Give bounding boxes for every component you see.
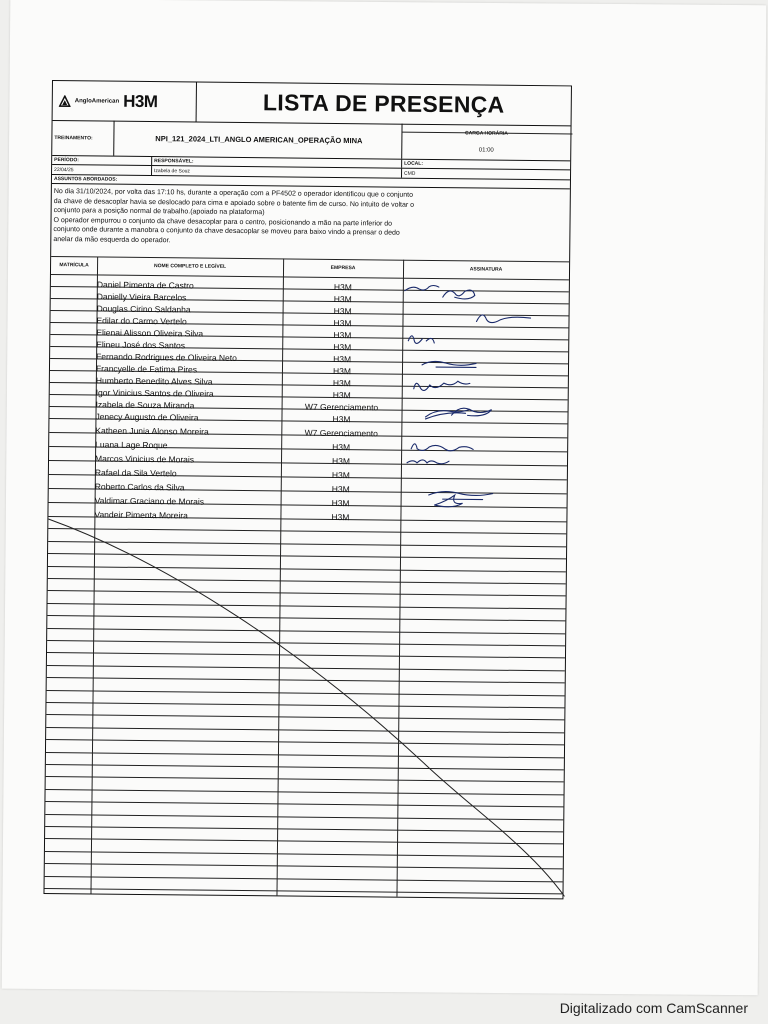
attendee-company: H3M [333, 353, 352, 365]
description-line: anelar da mão esquerda do operador. [53, 235, 171, 245]
brand-anglo: AngloAmerican [74, 97, 120, 105]
description-line: conjunto onde durante a manobra o conjunto da chave desacoplar se moveu para baixo vindo a prensar o dedo [53, 226, 400, 238]
signature-stroke [414, 381, 470, 391]
attendee-company: H3M [333, 341, 352, 353]
signature-stroke [408, 336, 434, 344]
attendee-name: Valdimar Graciano de Morais [94, 495, 205, 507]
attendee-company: H3M [331, 469, 350, 481]
attendee-name: Danielly Vieira Barcelos [96, 291, 187, 303]
attendee-company: H3M [331, 455, 351, 467]
handwriting-overlay [44, 81, 572, 900]
attendee-name: Francyelle de Fatima Pires [95, 363, 198, 375]
description-line: conjunto para a posição normal de trabalho.(apoiado na plataforma) [53, 207, 265, 217]
attendee-company: W7 Gerenciamento [304, 401, 379, 413]
attendee-company: H3M [333, 281, 352, 293]
attendee-company: H3M [332, 365, 351, 377]
responsavel-label: RESPONSÁVEL: [152, 157, 402, 168]
col-nome: NOME COMPLETO E LEGÍVEL [153, 263, 227, 270]
responsavel-value: Izabela de Souz [152, 166, 402, 178]
carga-label: CARGA HORÁRIA [464, 130, 508, 137]
page-title: LISTA DE PRESENÇA [262, 89, 505, 118]
signature-stroke [411, 444, 473, 451]
attendee-company: H3M [331, 497, 350, 509]
local-value: CMD [404, 170, 416, 177]
attendee-name: Luana Lage Roque [95, 439, 168, 451]
local-label: LOCAL: [404, 160, 424, 167]
attendee-company: H3M [333, 293, 352, 305]
treinamento-label: TREINAMENTO: [52, 120, 114, 156]
attendee-company: H3M [333, 329, 352, 341]
col-assinatura: ASSINATURA [469, 266, 503, 273]
attendee-name: Humberto Benedito Alves Silva [95, 375, 213, 387]
attendee-name: Rafael da Sila Vertelo [94, 467, 177, 479]
attendee-name: Jenecy Augusto de Oliveira [95, 411, 199, 423]
attendee-name: Izabela de Souza Miranda [95, 399, 195, 411]
signatures [403, 285, 531, 507]
attendee-company: H3M [333, 305, 352, 317]
attendee-company: H3M [331, 483, 350, 495]
attendee-name: Roberto Carlos da Silva [94, 481, 185, 493]
treinamento-value: NPI_121_2024_LTI_ANGLO AMERICAN_OPERAÇÃO MINA [114, 121, 402, 159]
attendee-name: Vandeir Pimenta Moreira [94, 509, 188, 521]
assuntos-label: ASSUNTOS ABORDADOS: [53, 176, 118, 183]
attendee-name: Elineu José dos Santos [96, 339, 186, 351]
attendee-company: H3M [332, 389, 351, 401]
col-empresa: EMPRESA [330, 264, 356, 272]
description-line: No dia 31/10/2024, por volta das 17:10 hs, durante a operação com a PF4502 o operador identificou que o conjunto [53, 188, 414, 199]
carga-value: 01:00 [478, 147, 494, 154]
description-line: O operador empurrou o conjunto da chave desacoplar para o centro, posicionando a mão na parte inferior do [53, 216, 393, 228]
attendance-form [43, 80, 571, 899]
col-matricula: MATRÍCULA [59, 262, 89, 269]
attendee-company: H3M [332, 441, 351, 453]
signature-stroke [435, 495, 463, 507]
attendee-name: Douglas Cirino Saldanha [96, 303, 191, 315]
attendee-name: Fernando Rodrigues de Oliveira Neto [96, 351, 237, 363]
periodo-value: 22/04/25 [52, 165, 152, 175]
attendee-name: Marcos Vinicius de Morais [94, 453, 195, 465]
attendee-company: H3M [332, 413, 351, 425]
cancel-line [44, 519, 572, 900]
attendee-name: Daniel Pimenta de Castro [96, 279, 194, 291]
attendee-company: H3M [331, 511, 350, 523]
attendee-name: Elienai Alisson Oliveira Silva [96, 327, 204, 339]
attendee-company: W7 Gerenciamento [304, 427, 378, 439]
signature-stroke [425, 409, 469, 419]
attendee-name: Katheen Junia Alonso Moreira [95, 425, 209, 437]
signature-stroke [476, 315, 530, 323]
signature-stroke [443, 290, 475, 299]
attendee-name: Edilar do Carmo Vertelo [96, 315, 187, 327]
signature-stroke [422, 361, 476, 367]
attendee-company: H3M [332, 377, 351, 389]
description-line: da chave de desacoplar havia se deslocado para cima e apoiado sobre o batente fim de curso. No intuito de voltar o [53, 197, 415, 209]
periodo-label: PERÍODO: [52, 156, 152, 165]
attendee-company: H3M [333, 317, 352, 329]
signature-stroke [429, 491, 493, 499]
brand-h3m: H3M [123, 91, 158, 111]
scanner-footer: Digitalizado com CamScanner [559, 1000, 748, 1016]
attendee-name: Igor Vinicius Santos de Oliveira [95, 387, 214, 399]
signature-stroke [405, 285, 439, 291]
signature-stroke [407, 460, 449, 464]
